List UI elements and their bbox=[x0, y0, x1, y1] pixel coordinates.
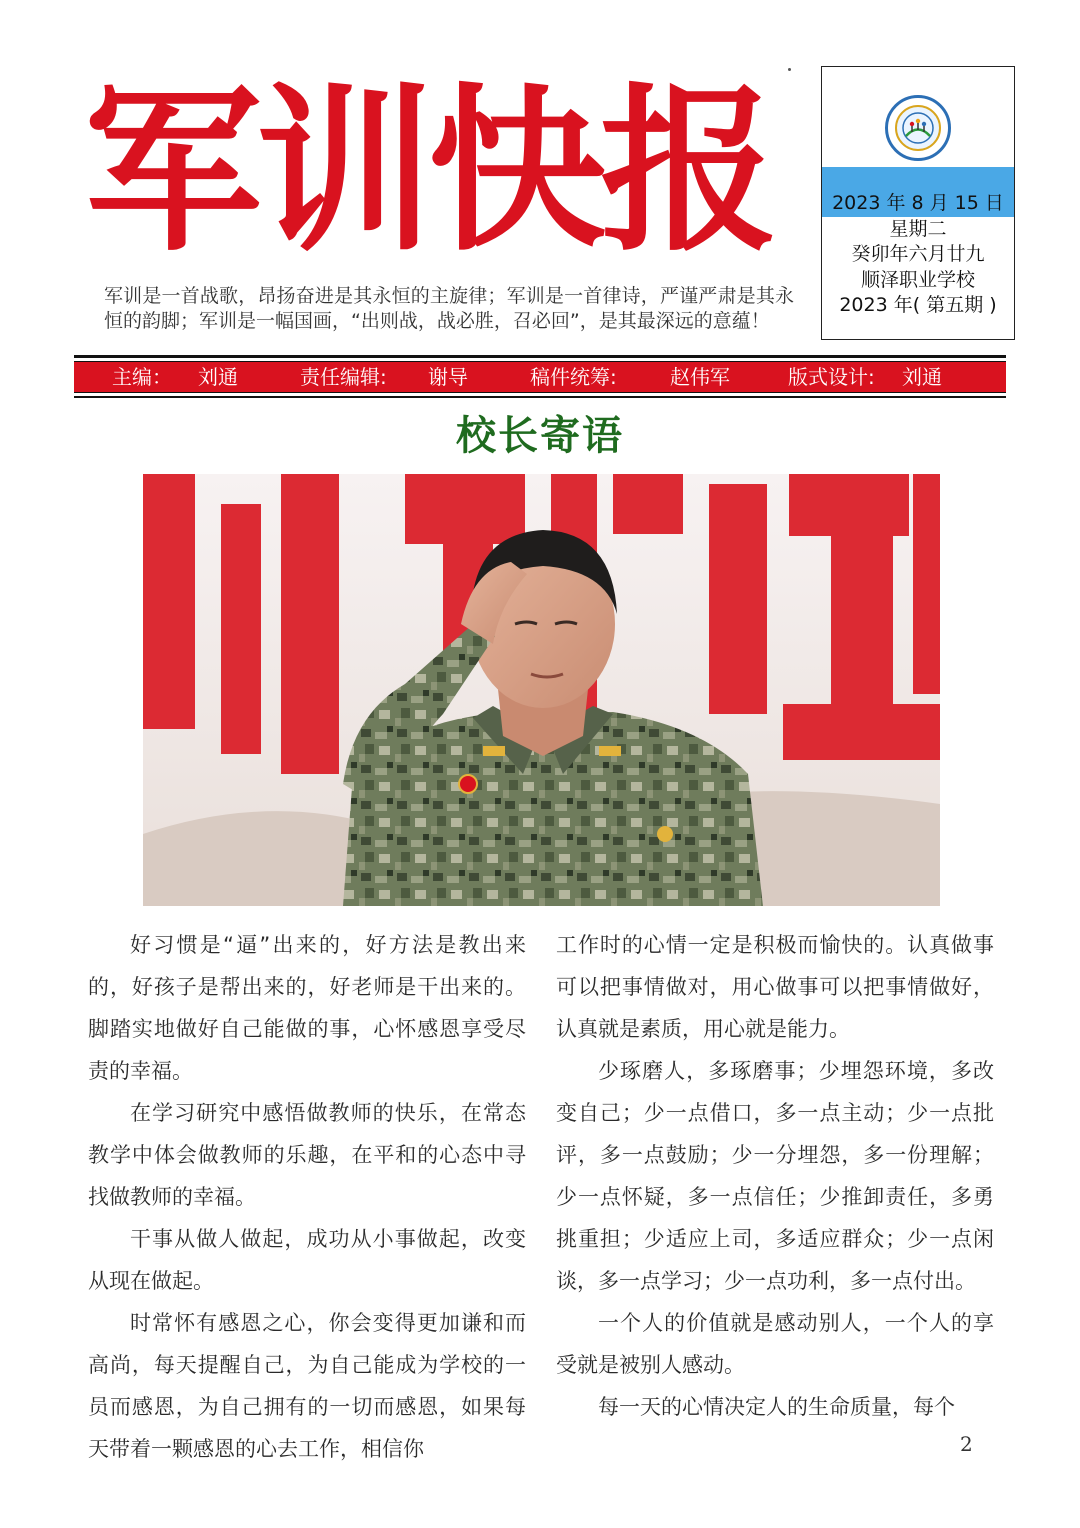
article-paragraph-continued: 工作时的心情一定是积极而愉快的。认真做事可以把事情做对，用心做事可以把事情做好，认真就是素质，用心就是能力。 bbox=[556, 933, 994, 1041]
issue-date: 2023 年 8 月 15 日 bbox=[832, 192, 1004, 214]
page-number: 2 bbox=[960, 1432, 973, 1456]
logo-figures-icon bbox=[901, 111, 935, 145]
article-paragraph: 在学习研究中感悟做教师的快乐，在常态教学中体会做教师的乐趣，在平和的心态中寻找做教师的幸福。 bbox=[88, 1101, 526, 1209]
issue-details bbox=[822, 191, 1014, 319]
article-paragraph: 少琢磨人，多琢磨事；少埋怨环境，多改变自己；少一点借口，多一点主动；少一点批评，多一点鼓励；少一分埋怨，多一份理解；少一点怀疑，多一点信任；少推卸责任，多勇挑重担；少适应上司，多适应群众；少一点闲谈，多一点学习；少一点功利，多一点付出。 bbox=[556, 1059, 994, 1293]
school-logo-icon bbox=[885, 95, 951, 161]
newspaper-title: 军训快报 bbox=[84, 68, 772, 275]
issue-school: 顺泽职业学校 bbox=[860, 268, 975, 291]
article-column-right bbox=[556, 924, 994, 1428]
issue-info-box bbox=[821, 66, 1015, 340]
chief-editor-name: 刘通 bbox=[198, 365, 238, 389]
article-paragraph: 时常怀有感恩之心，你会变得更加谦和而高尚，每天提醒自己，为自己能成为学校的一员而感恩，为自己拥有的一切而感恩，如果每天带着一颗感恩的心去工作，相信你 bbox=[88, 1311, 526, 1461]
layout-designer-label: 版式设计: bbox=[788, 365, 875, 389]
print-dot bbox=[788, 68, 791, 71]
issue-lunar-date: 癸卯年六月廿九 bbox=[851, 243, 985, 265]
article-paragraph: 干事从做人做起，成功从小事做起，改变从现在做起。 bbox=[88, 1227, 526, 1293]
section-title: 校长寄语 bbox=[456, 413, 624, 459]
article-column-left bbox=[88, 924, 526, 1470]
school-logo-emblem bbox=[895, 105, 941, 151]
responsible-editor-name: 谢导 bbox=[428, 365, 468, 389]
credits-bar bbox=[74, 361, 1006, 393]
coordinator-name: 赵伟军 bbox=[670, 365, 730, 389]
responsible-editor-label: 责任编辑: bbox=[300, 365, 387, 389]
bottom-rule bbox=[74, 396, 1006, 398]
motto-text: 军训是一首战歌，昂扬奋进是其永恒的主旋律；军训是一首律诗，严谨严肃是其永恒的韵脚；军训是一幅国画，“出则战，战必胜，召必回”，是其最深远的意蕴！ bbox=[104, 285, 794, 332]
chief-editor-label: 主编： bbox=[112, 365, 172, 389]
article-paragraph: 好习惯是“逼”出来的，好方法是教出来的，好孩子是帮出来的，好老师是干出来的。脚踏实地做好自己能做的事，心怀感恩享受尽责的幸福。 bbox=[88, 933, 526, 1083]
layout-designer-name: 刘通 bbox=[902, 365, 942, 389]
top-rule bbox=[74, 355, 1006, 358]
article-paragraph: 每一天的心情决定人的生命质量，每个 bbox=[598, 1395, 955, 1419]
photo-illustration bbox=[143, 474, 940, 906]
article-paragraph: 一个人的价值就是感动别人，一个人的享受就是被别人感动。 bbox=[556, 1311, 994, 1377]
coordinator-label: 稿件统筹: bbox=[530, 365, 617, 389]
issue-number: 2023 年( 第五期 ) bbox=[839, 294, 997, 316]
issue-weekday: 星期二 bbox=[889, 217, 947, 240]
principal-salute-photo bbox=[143, 474, 940, 906]
